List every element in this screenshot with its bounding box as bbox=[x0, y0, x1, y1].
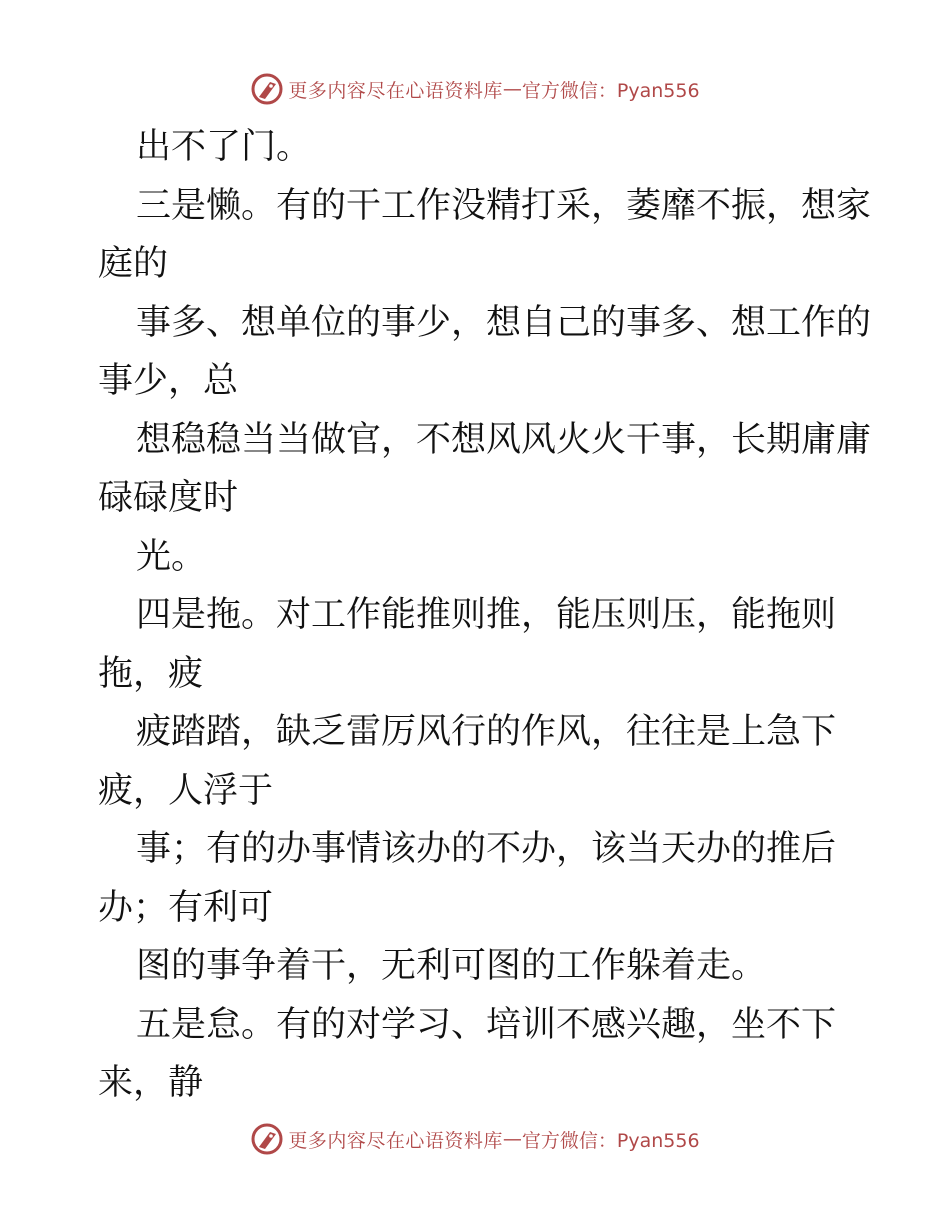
body-text-line: 办；有利可 bbox=[98, 887, 274, 928]
document-body bbox=[98, 118, 872, 1113]
body-text-line: 事多、想单位的事少，想自己的事多、想工作的 bbox=[136, 302, 872, 343]
pen-nib-logo-icon bbox=[250, 1122, 284, 1156]
page-footer-banner bbox=[0, 1122, 950, 1156]
footer-separator: — bbox=[502, 1128, 522, 1150]
body-text-line: 光。 bbox=[136, 536, 207, 577]
body-text-line: 事；有的办事情该办的不办，该当天办的推后 bbox=[136, 829, 837, 869]
body-text-line: 事少，总 bbox=[98, 361, 239, 401]
body-text-line: 拖，疲 bbox=[98, 653, 204, 694]
header-site-text: 更多内容尽在心语资料库 bbox=[288, 79, 503, 102]
body-text-line: 庭的 bbox=[98, 244, 169, 284]
body-text-line: 出不了门。 bbox=[136, 127, 312, 167]
header-separator: — bbox=[502, 78, 522, 100]
body-text-line: 疲，人浮于 bbox=[98, 770, 274, 811]
footer-site-text: 更多内容尽在心语资料库 bbox=[288, 1129, 503, 1152]
header-wechat-text: 官方微信：Pyan556 bbox=[521, 79, 700, 102]
page-header-banner bbox=[0, 72, 950, 106]
footer-wechat-text: 官方微信：Pyan556 bbox=[521, 1129, 700, 1152]
body-text-line: 碌碌度时 bbox=[98, 478, 239, 518]
body-text-line: 疲踏踏，缺乏雷厉风行的作风，往往是上急下 bbox=[136, 712, 837, 752]
body-text-line: 来，静 bbox=[98, 1063, 204, 1103]
body-text-line: 五是怠。有的对学习、培训不感兴趣，坐不下 bbox=[136, 1004, 837, 1045]
body-text-line: 三是懒。有的干工作没精打采，萎靡不振，想家 bbox=[136, 185, 872, 226]
body-text-line: 图的事争着干，无利可图的工作躲着走。 bbox=[136, 946, 767, 986]
pen-nib-logo-icon bbox=[250, 72, 284, 106]
body-text-line: 想稳稳当当做官，不想风风火火干事，长期庸庸 bbox=[136, 419, 872, 460]
body-text-line: 四是拖。对工作能推则推，能压则压，能拖则 bbox=[136, 595, 837, 635]
